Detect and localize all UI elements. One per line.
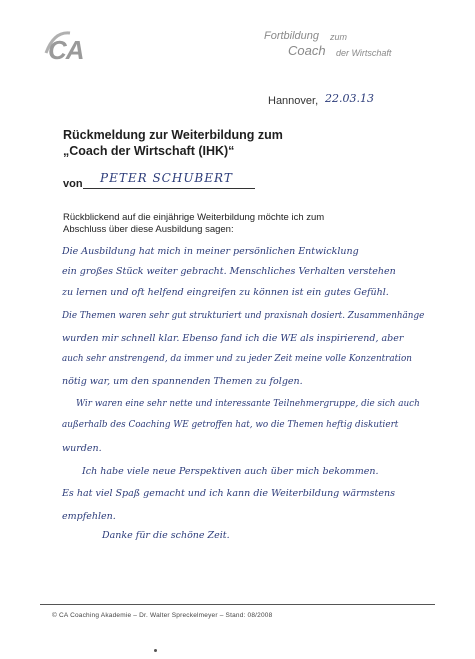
handwriting-line: Die Themen waren sehr gut strukturiert und praxisnah dosiert. Zusammenhänge	[62, 311, 425, 321]
handwriting-line: Danke für die schöne Zeit.	[102, 530, 230, 541]
intro-line-1: Rückblickend auf die einjährige Weiterbildung möchte ich zum	[63, 212, 325, 223]
handwriting-line: auch sehr anstrengend, da immer und zu jeder Zeit meine volle Konzentration	[62, 354, 412, 364]
handwriting-line: zu lernen und oft helfend eingreifen zu können ist ein gutes Gefühl.	[62, 287, 389, 298]
intro-text	[63, 212, 393, 236]
logo-text: CA	[48, 35, 84, 65]
title-line-2: „Coach der Wirtschaft (IHK)“	[63, 144, 235, 158]
place-label: Hannover,	[268, 95, 319, 107]
title-line-1: Rückmeldung zur Weiterbildung zum	[63, 128, 283, 142]
brand-header	[262, 30, 432, 70]
page-mark	[154, 649, 157, 652]
brand-fortbildung: Fortbildung	[264, 30, 320, 42]
handwriting-line: Wir waren eine sehr nette und interessante Teilnehmergruppe, die sich auch	[76, 399, 420, 409]
brand-zum: zum	[330, 32, 348, 42]
handwriting-line: außerhalb des Coaching WE getroffen hat, wo die Themen heftig diskutiert	[62, 420, 399, 430]
von-label: von	[63, 178, 83, 190]
brand-coach: Coach	[288, 43, 326, 58]
intro-line-2: Abschluss über diese Ausbildung sagen:	[63, 224, 234, 235]
handwriting-line: Ich habe viele neue Perspektiven auch über mich bekommen.	[82, 466, 379, 477]
ca-logo	[40, 27, 92, 65]
handwriting-line: empfehlen.	[62, 511, 116, 522]
document-title	[63, 127, 403, 159]
brand-wirtschaft: der Wirtschaft	[336, 48, 392, 58]
name-underline	[83, 188, 255, 189]
handwriting-line: Es hat viel Spaß gemacht und ich kann die Weiterbildung wärmstens	[62, 488, 395, 499]
footer-text: © CA Coaching Akademie – Dr. Walter Spreckelmeyer – Stand: 08/2008	[52, 612, 273, 619]
handwriting-line: Die Ausbildung hat mich in meiner persönlichen Entwicklung	[62, 246, 359, 257]
handwriting-line: nötig war, um den spannenden Themen zu folgen.	[62, 376, 303, 387]
handwriting-line: wurden.	[62, 443, 102, 454]
handwriting-line: wurden mir schnell klar. Ebenso fand ich die WE als inspirierend, aber	[62, 333, 404, 344]
handwriting-line: ein großes Stück weiter gebracht. Menschliches Verhalten verstehen	[62, 266, 396, 277]
footer-divider	[40, 604, 435, 605]
date-handwritten: 22.03.13	[325, 92, 374, 105]
participant-name: PETER SCHUBERT	[100, 171, 233, 185]
